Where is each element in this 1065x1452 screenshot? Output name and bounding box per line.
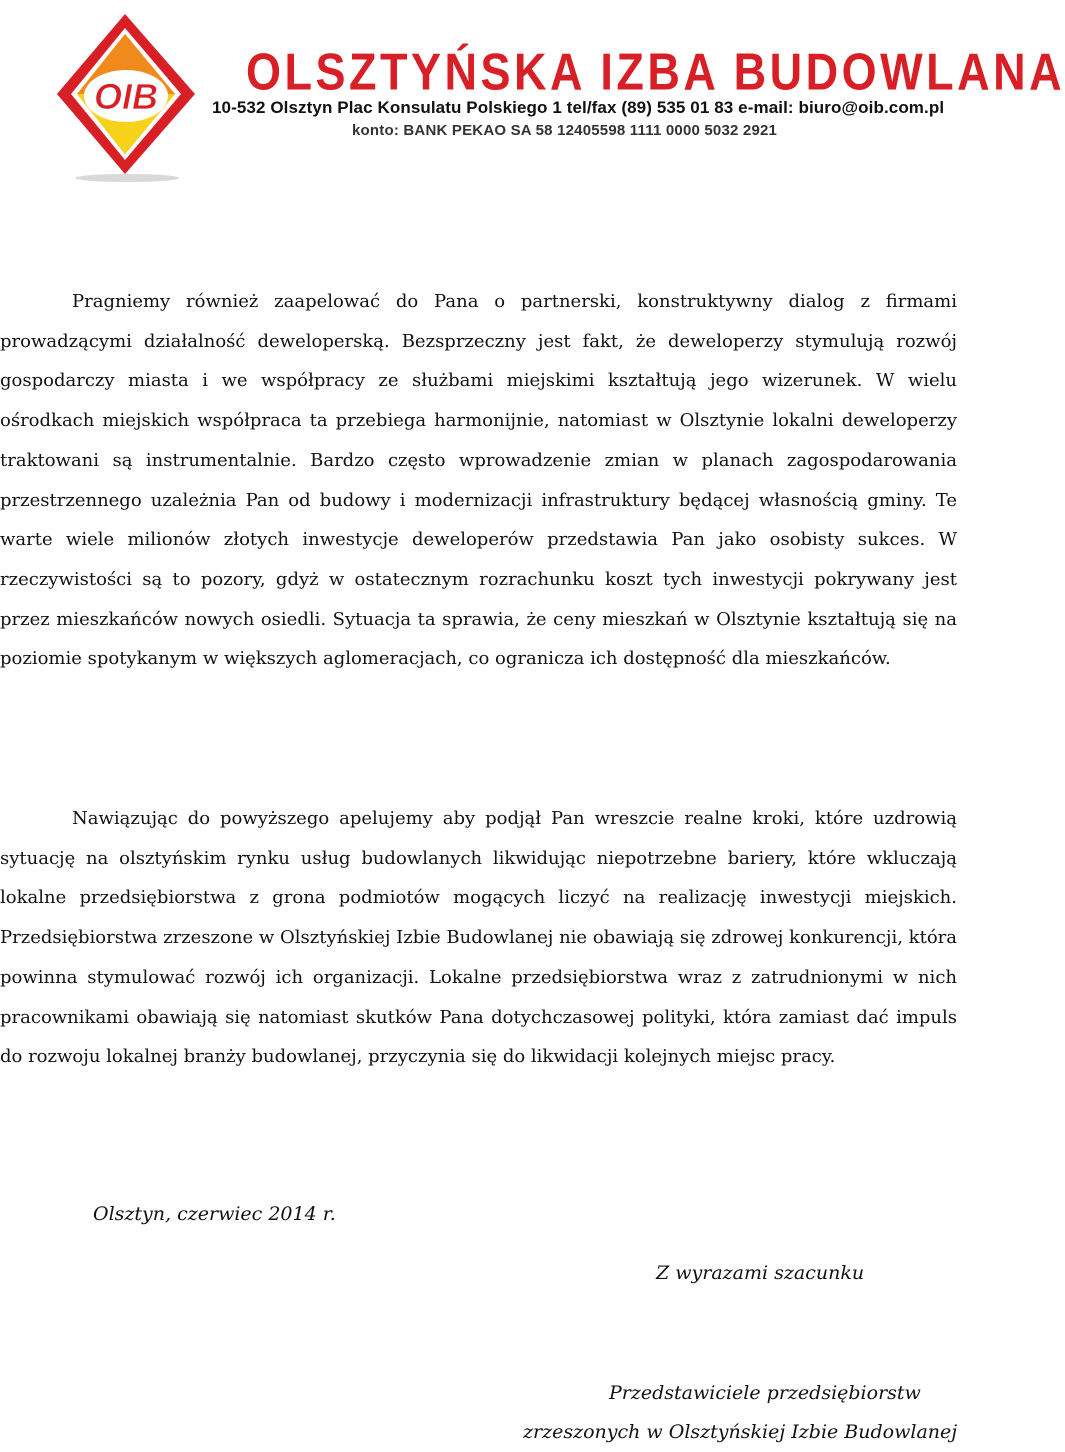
oib-logo xyxy=(55,10,205,185)
place-date: Olsztyn, czerwiec 2014 r. xyxy=(93,1203,336,1225)
contact-line: 10-532 Olsztyn Plac Konsulatu Polskiego 1 tel/fax (89) 535 01 83 e-mail: biuro@oib.com.pl xyxy=(212,98,945,117)
logo-text: OIB xyxy=(93,76,159,117)
closing-phrase: Z wyrazami szacunku xyxy=(656,1262,865,1284)
body-paragraph-1: Pragniemy również zaapelować do Pana o partnerski, konstruktywny dialog z firmami prowadzącymi działalność deweloperską. Bezsprzeczny jest fakt, że deweloperzy stymulują rozwój gospodarczy miasta i we współpracy ze służbami miejskimi kształtują jego wizerunek. W wielu ośrodkach miejskich współpraca ta przebiega harmonijnie, natomiast w Olsztynie lokalni deweloperzy traktowani są instrumentalnie. Bardzo często wprowadzenie zmian w planach zagospodarowania przestrzennego uzależnia Pan od budowy i modernizacji infrastruktury będącej własnością gminy. Te warte wiele milionów złotych inwestycje deweloperów przedstawia Pan jako osobisty sukces. W rzeczywistości są to pozory, gdyż w ostatecznym rozrachunku koszt tych inwestycji pokrywany jest przez mieszkańców nowych osiedli. Sytuacja ta sprawia, że ceny mieszkań w Olsztynie kształtują się na poziomie spotykanym w większych aglomeracjach, co ogranicza ich dostępność dla mieszkańców. xyxy=(0,291,957,670)
organization-name: OLSZTYŃSKA IZBA BUDOWLANA xyxy=(246,42,1065,101)
body-paragraph-2: Nawiązując do powyższego apelujemy aby podjął Pan wreszcie realne kroki, które uzdrowią sytuację na olsztyńskim rynku usług budowlanych likwidując niepotrzebne bariery, które wkluczają lokalne przedsiębiorstwa z grona podmiotów mogących liczyć na realizację inwestycji miejskich. Przedsiębiorstwa zrzeszone w Olsztyńskiej Izbie Budowlanej nie obawiają się zdrowej konkurencji, która powinna stymulować rozwój ich organizacji. Lokalne przedsiębiorstwa wraz z zatrudnionymi w nich pracownikami obawiają się natomiast skutków Pana dotychczasowej polityki, która zamiast dać impuls do rozwoju lokalnej branży budowlanej, przyczynia się do likwidacji kolejnych miejsc pracy. xyxy=(0,808,957,1068)
signature-line-2: zrzeszonych w Olsztyńskiej Izbie Budowlanej xyxy=(523,1421,958,1443)
letterhead xyxy=(0,0,1065,200)
bank-account-line: konto: BANK PEKAO SA 58 12405598 1111 0000 5032 2921 xyxy=(352,122,778,139)
signature-line-1: Przedstawiciele przedsiębiorstw xyxy=(609,1382,921,1404)
